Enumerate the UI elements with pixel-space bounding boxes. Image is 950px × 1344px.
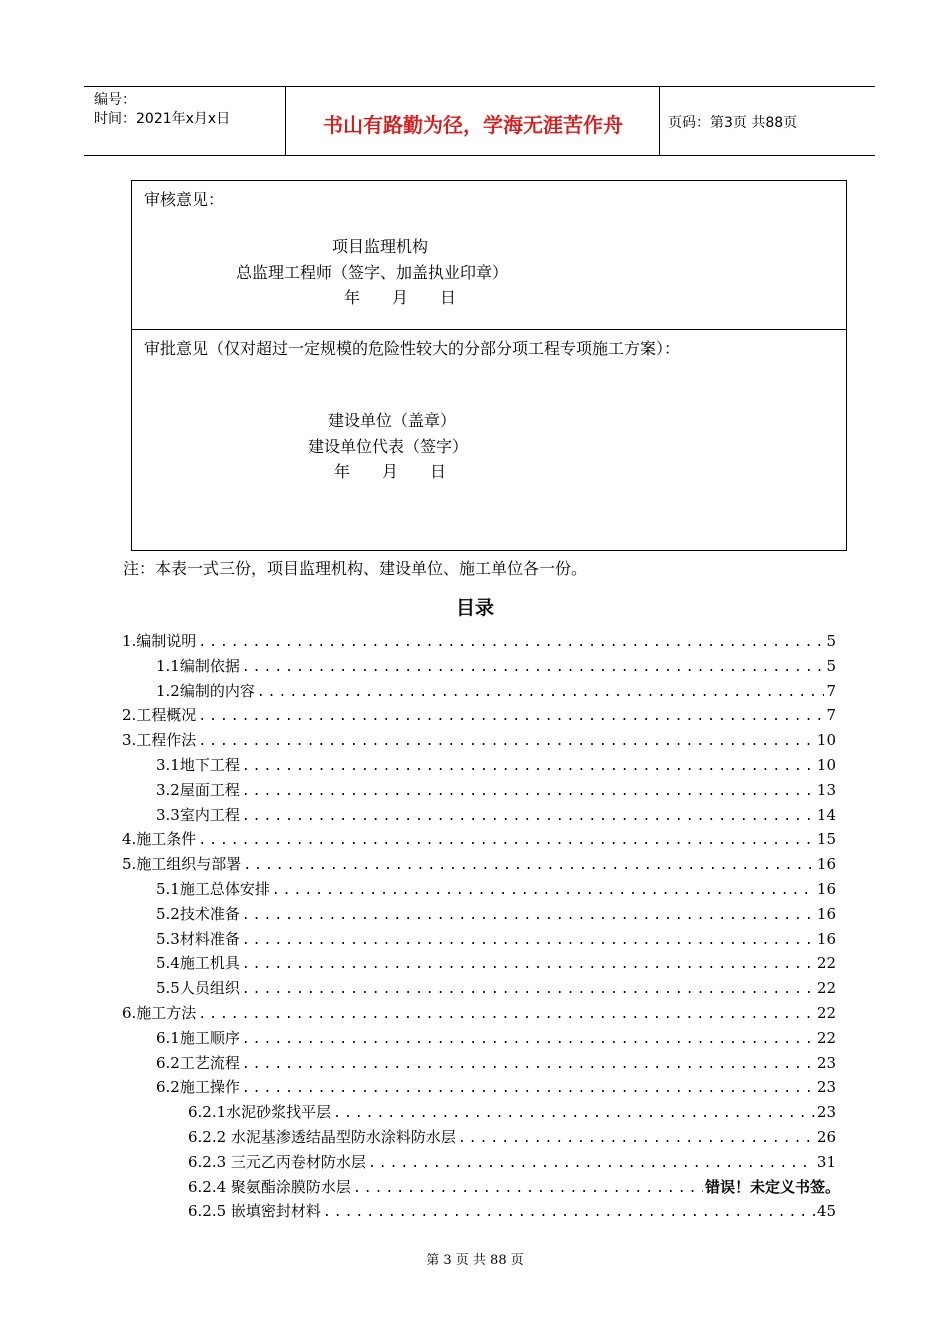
toc-entry[interactable] bbox=[122, 729, 836, 753]
toc-entry-page: 13 bbox=[816, 780, 836, 799]
document-number: 编号： bbox=[94, 92, 136, 108]
approval-org: 建设单位（盖章） bbox=[328, 411, 457, 430]
toc-entry-label: 6.2.4 聚氨酯涂膜防水层 bbox=[188, 1177, 351, 1196]
toc-leader-dots bbox=[333, 1106, 815, 1121]
toc-entry[interactable] bbox=[122, 828, 836, 852]
toc-entry-page: 15 bbox=[816, 830, 836, 849]
toc-entry-label: 5.施工组织与部署 bbox=[122, 855, 242, 874]
toc-entry[interactable] bbox=[156, 804, 836, 828]
document-time: 时间：2021年x月x日 bbox=[94, 111, 231, 127]
toc-entry-label: 5.1施工总体安排 bbox=[156, 880, 270, 898]
approval-opinion-cell bbox=[131, 329, 847, 551]
toc-entry[interactable] bbox=[122, 704, 836, 728]
toc-leader-dots bbox=[198, 734, 815, 749]
toc-leader-dots bbox=[198, 1007, 815, 1022]
toc-leader-dots bbox=[323, 1205, 815, 1220]
toc-entry[interactable] bbox=[188, 1101, 836, 1125]
audit-title: 审核意见： bbox=[144, 190, 225, 209]
table-note: 注：本表一式三份，项目监理机构、建设单位、施工单位各一份。 bbox=[123, 559, 588, 578]
toc-entry[interactable] bbox=[156, 903, 836, 927]
toc-entry-label: 1.1编制依据 bbox=[156, 656, 240, 675]
toc-leader-dots bbox=[242, 784, 815, 799]
toc-entry[interactable] bbox=[156, 928, 836, 952]
toc-entry-label: 5.5人员组织 bbox=[156, 979, 240, 998]
toc-entry-label: 6.2.5 嵌填密封材料 bbox=[188, 1202, 321, 1221]
toc-leader-dots bbox=[198, 709, 824, 724]
toc-entry[interactable] bbox=[188, 1151, 836, 1175]
toc-leader-dots bbox=[242, 1057, 815, 1072]
toc-leader-dots bbox=[257, 685, 825, 700]
toc-entry[interactable] bbox=[156, 680, 836, 704]
toc-entry-label: 6.2施工操作 bbox=[156, 1078, 240, 1097]
toc-entry-label: 5.2技术准备 bbox=[156, 904, 240, 923]
toc-entry-label: 6.2.2 水泥基渗透结晶型防水涂料防水层 bbox=[188, 1128, 456, 1146]
toc-entry-label: 3.工程作法 bbox=[122, 731, 197, 750]
toc-leader-dots bbox=[242, 1032, 815, 1047]
toc-leader-dots bbox=[272, 883, 815, 898]
audit-signer: 总监理工程师（签字、加盖执业印章） bbox=[236, 263, 509, 282]
toc-entry-page: 16 bbox=[816, 855, 836, 874]
toc-entry-page: 10 bbox=[816, 731, 836, 750]
page-footer: 第 3 页 共 88 页 bbox=[426, 1253, 524, 1268]
approval-signer: 建设单位代表（签字） bbox=[308, 437, 469, 456]
toc-entry-label: 4.施工条件 bbox=[122, 830, 197, 849]
toc-leader-dots bbox=[353, 1181, 703, 1196]
toc-entry-label: 5.3材料准备 bbox=[156, 929, 240, 948]
page-header bbox=[84, 86, 875, 156]
toc-leader-dots bbox=[242, 957, 815, 972]
toc-entry-label: 6.施工方法 bbox=[122, 1004, 197, 1022]
toc-entry-page: 5 bbox=[826, 632, 836, 650]
toc-entry-page: 7 bbox=[826, 706, 836, 725]
toc-entry-label: 6.2.1水泥砂浆找平层 bbox=[188, 1103, 332, 1122]
toc-entry[interactable] bbox=[188, 1200, 836, 1224]
toc-entry-page: 错误！未定义书签。 bbox=[704, 1177, 840, 1196]
header-motto: 书山有路勤为径，学海无涯苦作舟 bbox=[323, 113, 623, 137]
toc-entry[interactable] bbox=[156, 655, 836, 679]
toc-entry-page: 5 bbox=[826, 656, 836, 675]
toc-entry-label: 3.2屋面工程 bbox=[156, 780, 240, 799]
audit-date: 年 月 日 bbox=[344, 288, 457, 307]
toc-entry[interactable] bbox=[188, 1126, 836, 1150]
toc-entry-page: 45 bbox=[816, 1202, 836, 1221]
toc-entry[interactable] bbox=[156, 779, 836, 803]
toc-entry-page: 31 bbox=[816, 1152, 836, 1171]
toc-entry-label: 3.3室内工程 bbox=[156, 805, 240, 824]
header-meta bbox=[94, 91, 230, 129]
toc-entry-label: 6.2工艺流程 bbox=[156, 1053, 240, 1072]
toc-entry-page: 7 bbox=[826, 681, 836, 700]
toc-entry[interactable] bbox=[122, 630, 836, 654]
header-page-info: 页码：第3页 共88页 bbox=[668, 115, 798, 131]
toc-entry-page: 23 bbox=[816, 1078, 836, 1097]
toc-entry-page: 22 bbox=[816, 1028, 836, 1047]
toc-entry[interactable] bbox=[156, 977, 836, 1001]
toc-entry-page: 26 bbox=[816, 1128, 836, 1146]
approval-date: 年 月 日 bbox=[334, 462, 447, 481]
toc-entry[interactable] bbox=[188, 1176, 840, 1200]
toc-entry[interactable] bbox=[156, 878, 836, 902]
toc-entry[interactable] bbox=[156, 1052, 836, 1076]
toc-leader-dots bbox=[458, 1131, 815, 1146]
toc-leader-dots bbox=[368, 1156, 815, 1171]
toc-entry[interactable] bbox=[122, 1002, 836, 1026]
toc-leader-dots bbox=[242, 759, 815, 774]
toc-leader-dots bbox=[242, 809, 815, 824]
toc-entry-page: 22 bbox=[816, 1004, 836, 1022]
toc-entry-page: 22 bbox=[816, 979, 836, 998]
toc-entry[interactable] bbox=[156, 1027, 836, 1051]
header-divider bbox=[659, 87, 660, 155]
toc-entry-page: 10 bbox=[816, 756, 836, 774]
toc-leader-dots bbox=[242, 660, 825, 675]
toc-entry[interactable] bbox=[122, 853, 836, 877]
toc-entry-page: 14 bbox=[816, 805, 836, 824]
toc-leader-dots bbox=[242, 982, 815, 997]
audit-org: 项目监理机构 bbox=[332, 237, 429, 256]
toc-entry-label: 3.1地下工程 bbox=[156, 756, 240, 774]
toc-entry-label: 2.工程概况 bbox=[122, 706, 197, 725]
toc-entry-page: 16 bbox=[816, 880, 836, 898]
toc-entry-page: 16 bbox=[816, 904, 836, 923]
toc-leader-dots bbox=[198, 635, 824, 650]
toc-entry-label: 5.4施工机具 bbox=[156, 954, 240, 973]
toc-entry[interactable] bbox=[156, 952, 836, 976]
toc-entry-label: 1.2编制的内容 bbox=[156, 681, 255, 700]
toc-leader-dots bbox=[198, 833, 815, 848]
toc-leader-dots bbox=[243, 858, 815, 873]
approval-title: 审批意见（仅对超过一定规模的危险性较大的分部分项工程专项施工方案）： bbox=[144, 339, 681, 358]
toc-entry-label: 6.2.3 三元乙丙卷材防水层 bbox=[188, 1152, 366, 1171]
toc-leader-dots bbox=[242, 933, 815, 948]
toc-leader-dots bbox=[242, 908, 815, 923]
toc-entry-page: 23 bbox=[816, 1053, 836, 1072]
toc-entry[interactable] bbox=[156, 1076, 836, 1100]
toc-entry-page: 23 bbox=[816, 1103, 836, 1122]
toc-entry-page: 22 bbox=[816, 954, 836, 973]
toc-title: 目录 bbox=[455, 597, 494, 619]
toc-entry-label: 1.编制说明 bbox=[122, 632, 197, 650]
toc-entry[interactable] bbox=[156, 754, 836, 778]
toc-entry-label: 6.1施工顺序 bbox=[156, 1028, 240, 1047]
toc-leader-dots bbox=[242, 1081, 815, 1096]
toc-entry-page: 16 bbox=[816, 929, 836, 948]
audit-opinion-cell bbox=[131, 180, 847, 330]
